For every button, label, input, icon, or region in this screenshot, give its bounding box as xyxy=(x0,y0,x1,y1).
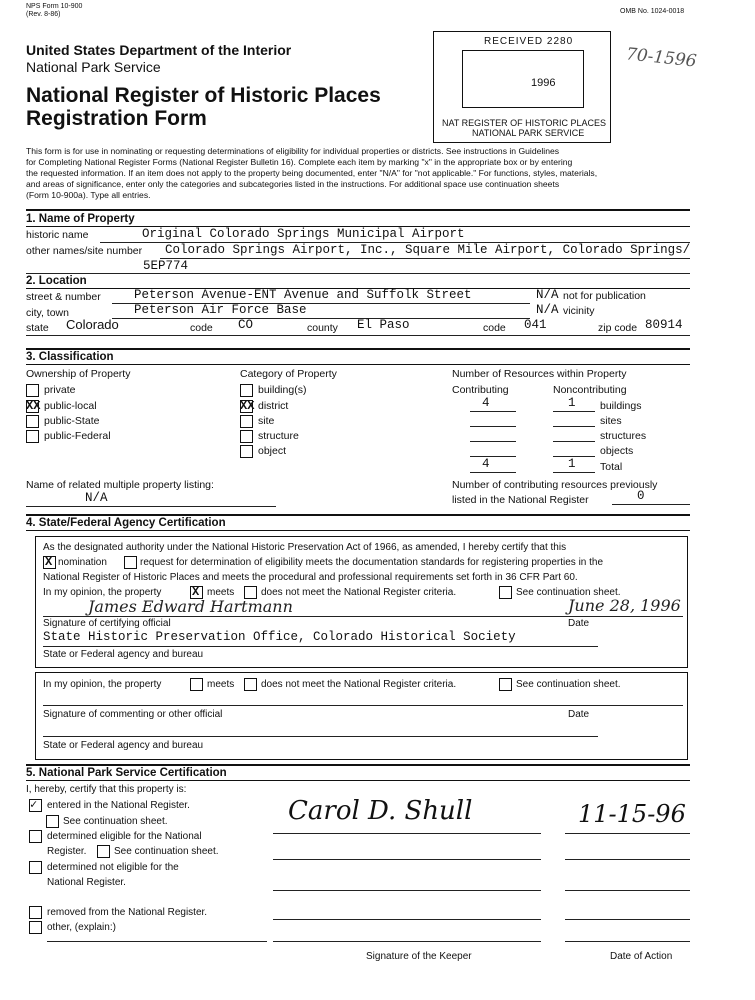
state-label: state xyxy=(26,322,49,334)
checkbox-buildings[interactable] xyxy=(240,384,253,397)
certifying-signature: James Edward Hartmann xyxy=(88,597,293,616)
request-label: request for determination of eligibility meets the documentation standards for registering properties in the xyxy=(140,557,604,568)
continuation-label: See continuation sheet. xyxy=(63,816,168,827)
continuation-label: See continuation sheet. xyxy=(516,587,621,598)
checkbox-meets-2[interactable] xyxy=(190,678,203,691)
noncontributing-heading: Noncontributing xyxy=(553,384,627,396)
form-title-line2: Registration Form xyxy=(26,107,207,130)
checkbox-other[interactable] xyxy=(29,921,42,934)
agency-label: State or Federal agency and bureau xyxy=(43,740,204,751)
signature-line xyxy=(43,616,683,617)
vicinity-mark: N/A xyxy=(536,303,559,317)
category-heading: Category of Property xyxy=(240,368,337,380)
resource-label: buildings xyxy=(600,400,642,412)
field-line xyxy=(47,941,267,942)
not-for-publication-mark: N/A xyxy=(536,288,559,302)
signature-line xyxy=(273,890,541,891)
date-line xyxy=(565,859,690,860)
field-line xyxy=(43,646,598,647)
street-value: Peterson Avenue-ENT Avenue and Suffolk Street xyxy=(134,288,472,302)
ownership-label: private xyxy=(44,384,76,396)
checkbox-public-federal[interactable] xyxy=(26,430,39,443)
field-line xyxy=(470,456,516,457)
section4-heading: 4. State/Federal Agency Certification xyxy=(26,517,226,529)
field-line xyxy=(553,411,595,412)
field-line xyxy=(43,736,598,737)
category-label: site xyxy=(258,415,275,427)
resource-label: structures xyxy=(600,430,647,442)
field-line xyxy=(470,426,516,427)
zip-label: zip code xyxy=(598,322,638,334)
section-divider xyxy=(26,530,690,531)
field-line xyxy=(26,273,690,274)
checkbox-removed[interactable] xyxy=(29,906,42,919)
checkbox-request[interactable] xyxy=(124,556,137,569)
date-label: Date xyxy=(568,709,590,720)
city-label: city, town xyxy=(26,307,69,319)
state-code-label: code xyxy=(190,322,213,334)
resource-label: sites xyxy=(600,415,622,427)
checkbox-continuation[interactable] xyxy=(499,586,512,599)
field-line xyxy=(470,441,516,442)
multiple-listing-label: Name of related multiple property listing: xyxy=(26,479,214,491)
field-line xyxy=(553,426,595,427)
ownership-heading: Ownership of Property xyxy=(26,368,131,380)
stamp-received-text: RECEIVED 2280 xyxy=(484,36,574,47)
omb-number: OMB No. 1024-0018 xyxy=(620,8,685,15)
checkbox-mark: XX xyxy=(240,399,255,413)
other-names-value: Colorado Springs Airport, Inc., Square Mile Airport, Colorado Springs/ xyxy=(165,243,691,257)
certification-statement: National Register of Historic Places and meets the procedural and professional requirements set forth in 36 CFR Part 60. xyxy=(43,572,578,583)
city-value: Peterson Air Force Base xyxy=(134,303,307,317)
checkbox-mark: ✓ xyxy=(30,798,38,812)
agency-label: State or Federal agency and bureau xyxy=(43,649,204,660)
does-not-meet-label: does not meet the National Register criteria. xyxy=(261,587,457,598)
ownership-label: public-local xyxy=(44,400,97,412)
resource-label: Total xyxy=(600,461,623,473)
opinion-label: In my opinion, the property xyxy=(43,679,162,690)
not-eligible-label-2: National Register. xyxy=(47,877,126,888)
checkbox-mark: XX xyxy=(26,399,41,413)
intro-line: the requested information. If an item does not apply to the property being documented, enter "N/A" for "not applicable." For functions, styles, materials, xyxy=(26,168,598,178)
certifying-official-label: Signature of certifying official xyxy=(43,618,171,629)
zip-value: 80914 xyxy=(645,318,683,332)
determined-eligible-label-2: Register. xyxy=(47,846,87,857)
checkbox-private[interactable] xyxy=(26,384,39,397)
not-for-publication-label: not for publication xyxy=(563,290,646,302)
intro-line: for Completing National Register Forms (National Register Bulletin 16). Complete each item by marking "x" in the appropriate box or by entering xyxy=(26,157,573,167)
ownership-label: public-State xyxy=(44,415,100,427)
certification-date: June 28, 1996 xyxy=(568,596,681,615)
other-label: other, (explain:) xyxy=(47,922,116,933)
checkbox-mark: X xyxy=(192,585,200,599)
stamp-line-2: NATIONAL PARK SERVICE xyxy=(472,128,585,138)
intro-line: This form is for use in nominating or requesting determinations of eligibility for individual properties or districts. See instructions in Guidelines xyxy=(26,146,560,156)
other-names-label: other names/site number xyxy=(26,245,143,257)
received-stamp xyxy=(433,31,611,143)
agency-value: State Historic Preservation Office, Colorado Historical Society xyxy=(43,630,516,644)
handwritten-reference: 70-1596 xyxy=(625,44,698,72)
field-line xyxy=(470,411,516,412)
checkbox-not-eligible[interactable] xyxy=(29,861,42,874)
field-line xyxy=(553,472,595,473)
date-line xyxy=(565,890,690,891)
stamp-date: 1996 xyxy=(531,77,556,89)
checkbox-site[interactable] xyxy=(240,415,253,428)
field-line xyxy=(112,318,530,319)
section2-heading: 2. Location xyxy=(26,275,87,287)
date-line xyxy=(565,941,690,942)
checkbox-does-not-meet-2[interactable] xyxy=(244,678,257,691)
signature-line xyxy=(273,833,541,834)
checkbox-entered-continuation[interactable] xyxy=(46,815,59,828)
date-of-action-label: Date of Action xyxy=(610,951,673,962)
checkbox-determined-eligible[interactable] xyxy=(29,830,42,843)
commenting-official-label: Signature of commenting or other official xyxy=(43,709,223,720)
section3-heading: 3. Classification xyxy=(26,351,114,363)
multiple-listing-value: N/A xyxy=(85,491,108,505)
does-not-meet-label: does not meet the National Register criteria. xyxy=(261,679,457,690)
field-line xyxy=(26,506,276,507)
checkbox-public-state[interactable] xyxy=(26,415,39,428)
noncontributing-count: 1 xyxy=(568,396,576,410)
intro-line: and areas of significance, enter only the categories and subcategories listed in the instructions. For additional space use continuation sheets xyxy=(26,179,560,189)
category-label: structure xyxy=(258,430,299,442)
field-line xyxy=(160,258,690,259)
determined-eligible-label: determined eligible for the National xyxy=(47,831,202,842)
field-line xyxy=(612,504,690,505)
noncontributing-total: 1 xyxy=(568,457,576,471)
category-label: object xyxy=(258,445,287,457)
resources-heading: Number of Resources within Property xyxy=(452,368,627,380)
section-divider xyxy=(26,348,690,350)
county-code-value: 041 xyxy=(524,318,547,332)
field-line xyxy=(553,441,595,442)
previously-listed-label-2: listed in the National Register xyxy=(452,494,589,506)
ownership-label: public-Federal xyxy=(44,430,111,442)
state-code-value: CO xyxy=(238,318,254,332)
intro-line: (Form 10-900a). Type all entries. xyxy=(26,190,151,200)
checkbox-continuation-2[interactable] xyxy=(499,678,512,691)
checkbox-structure[interactable] xyxy=(240,430,253,443)
nomination-label: nomination xyxy=(58,557,107,568)
contributing-total: 4 xyxy=(482,457,490,471)
form-revision: (Rev. 8-86) xyxy=(26,11,61,18)
signature-line xyxy=(273,941,541,942)
date-line xyxy=(565,833,690,834)
contributing-count: 4 xyxy=(482,396,490,410)
resource-label: objects xyxy=(600,445,634,457)
contributing-heading: Contributing xyxy=(452,384,509,396)
date-label: Date xyxy=(568,618,590,629)
department-name: United States Department of the Interior xyxy=(26,42,292,58)
field-line xyxy=(470,472,516,473)
continuation-label: See continuation sheet. xyxy=(516,679,621,690)
checkbox-object[interactable] xyxy=(240,445,253,458)
meets-label: meets xyxy=(207,679,235,690)
previously-listed-label-1: Number of contributing resources previously xyxy=(452,479,658,491)
signature-line xyxy=(273,919,541,920)
section5-heading: 5. National Park Service Certification xyxy=(26,767,227,779)
form-title-line1: National Register of Historic Places xyxy=(26,84,381,107)
certification-statement: As the designated authority under the National Historic Preservation Act of 1966, as amended, I hereby certify that this xyxy=(43,542,567,553)
historic-name-label: historic name xyxy=(26,229,89,241)
entered-label: entered in the National Register. xyxy=(47,800,190,811)
section1-heading: 1. Name of Property xyxy=(26,213,135,225)
category-label: building(s) xyxy=(258,384,307,396)
keeper-certify-label: I, hereby, certify that this property is: xyxy=(26,784,187,795)
keeper-signature-label: Signature of the Keeper xyxy=(366,951,472,962)
section-divider xyxy=(26,780,690,781)
street-label: street & number xyxy=(26,291,101,303)
checkbox-mark: X xyxy=(45,555,53,569)
form-number: NPS Form 10-900 xyxy=(26,3,83,10)
service-name: National Park Service xyxy=(26,59,161,75)
county-value: El Paso xyxy=(357,318,410,332)
checkbox-eligible-continuation[interactable] xyxy=(97,845,110,858)
vicinity-label: vicinity xyxy=(563,305,595,317)
county-label: county xyxy=(307,322,338,334)
field-line xyxy=(26,335,690,336)
opinion-label: In my opinion, the property xyxy=(43,587,162,598)
meets-label: meets xyxy=(207,587,235,598)
category-label: district xyxy=(258,400,289,412)
section-divider xyxy=(26,209,690,211)
state-value: Colorado xyxy=(66,317,119,332)
historic-name-value: Original Colorado Springs Municipal Airport xyxy=(142,227,465,241)
removed-label: removed from the National Register. xyxy=(47,907,208,918)
signature-line xyxy=(43,705,683,706)
date-line xyxy=(565,919,690,920)
section-divider xyxy=(26,364,690,365)
continuation-label: See continuation sheet. xyxy=(114,846,219,857)
keeper-signature: Carol D. Shull xyxy=(288,796,473,826)
stamp-line-1: NAT REGISTER OF HISTORIC PLACES xyxy=(442,118,607,128)
action-date: 11-15-96 xyxy=(578,800,686,828)
county-code-label: code xyxy=(483,322,506,334)
previously-listed-value: 0 xyxy=(637,489,645,503)
signature-line xyxy=(273,859,541,860)
not-eligible-label: determined not eligible for the xyxy=(47,862,179,873)
site-number-value: 5EP774 xyxy=(143,259,189,273)
